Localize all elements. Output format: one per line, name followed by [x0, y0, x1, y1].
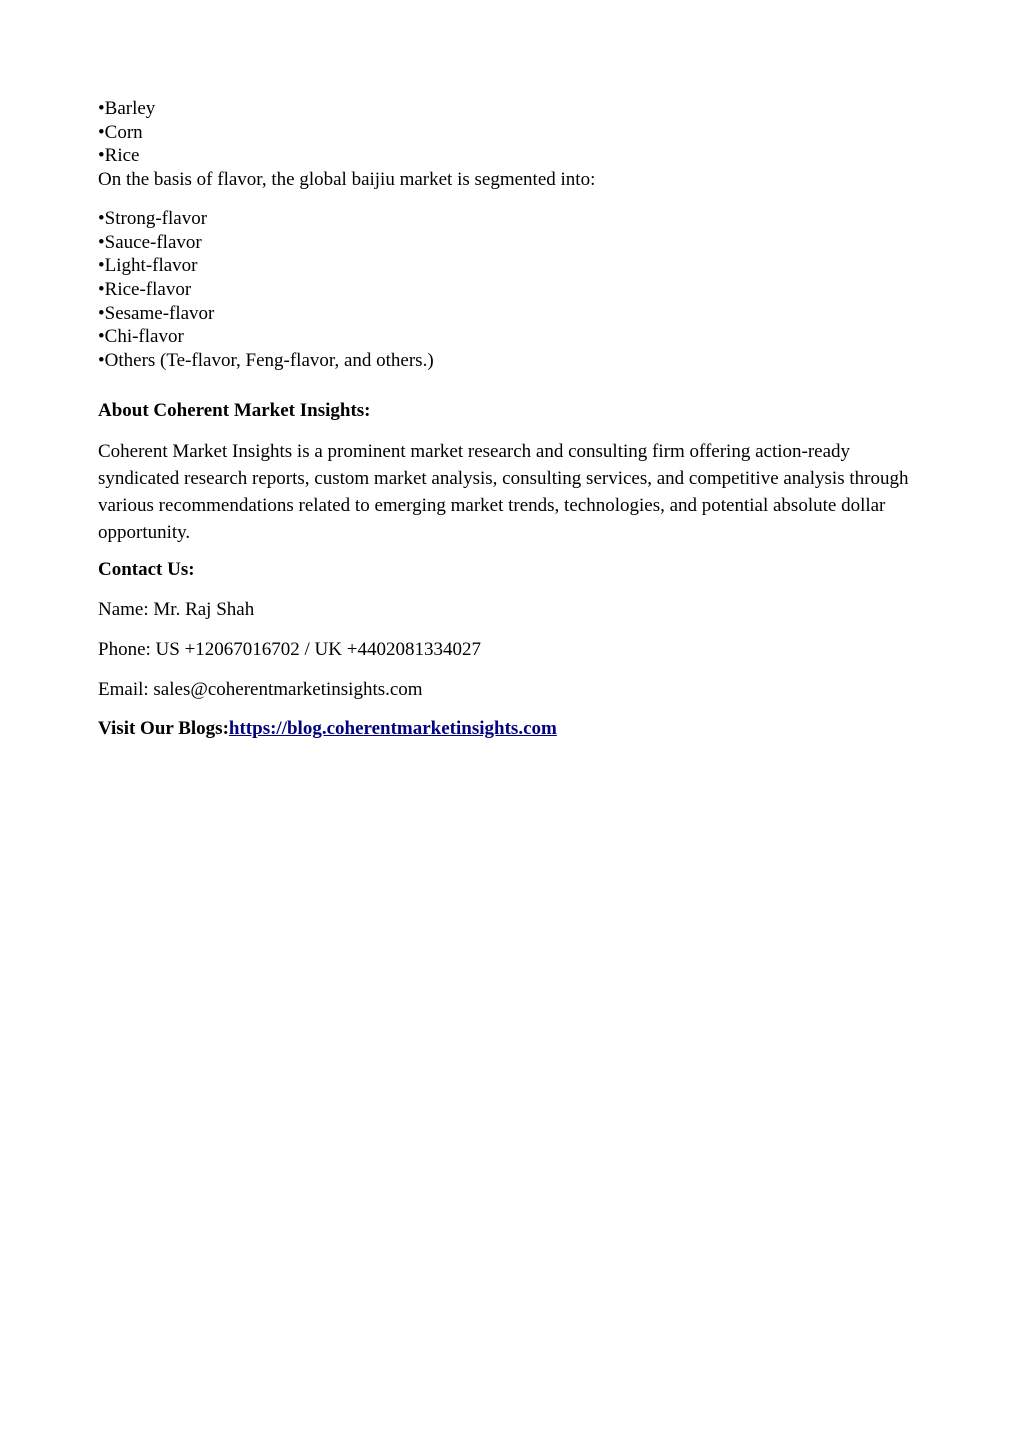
- list-item: •Others (Te-flavor, Feng-flavor, and others.): [98, 350, 434, 372]
- list-item: •Sauce-flavor: [98, 231, 202, 253]
- document-page: [98, 97, 928, 741]
- about-heading: About Coherent Market Insights:: [98, 399, 371, 421]
- flavor-intro: On the basis of flavor, the global baijiu market is segmented into:: [98, 169, 596, 191]
- blog-line: [98, 717, 928, 741]
- list-item: •Rice: [98, 145, 140, 167]
- blog-label: Visit Our Blogs:: [98, 718, 229, 740]
- blog-link[interactable]: https://blog.coherentmarketinsights.com: [228, 718, 557, 740]
- flavor-list: [98, 207, 928, 373]
- list-item: •Rice-flavor: [98, 278, 192, 300]
- list-item: •Barley: [98, 98, 156, 119]
- contact-heading: Contact Us:: [98, 559, 195, 581]
- contact-phone: Phone: US +12067016702 / UK +4402081334027: [98, 638, 481, 660]
- list-item: •Corn: [98, 121, 143, 143]
- contact-name: Name: Mr. Raj Shah: [98, 599, 255, 621]
- list-item: •Sesame-flavor: [98, 302, 215, 324]
- grain-list: [98, 97, 928, 168]
- list-item: •Light-flavor: [98, 255, 198, 277]
- about-paragraph: Coherent Market Insights is a prominent market research and consulting firm offering action-ready syndicated research reports, custom market analysis, consulting services, and competitive analysis through various recommendations related to emerging market trends, technologies, and potential absolute dollar opportunity.: [98, 441, 909, 544]
- contact-email: Email: sales@coherentmarketinsights.com: [98, 678, 423, 700]
- list-item: •Chi-flavor: [98, 326, 184, 348]
- list-item: •Strong-flavor: [98, 207, 208, 229]
